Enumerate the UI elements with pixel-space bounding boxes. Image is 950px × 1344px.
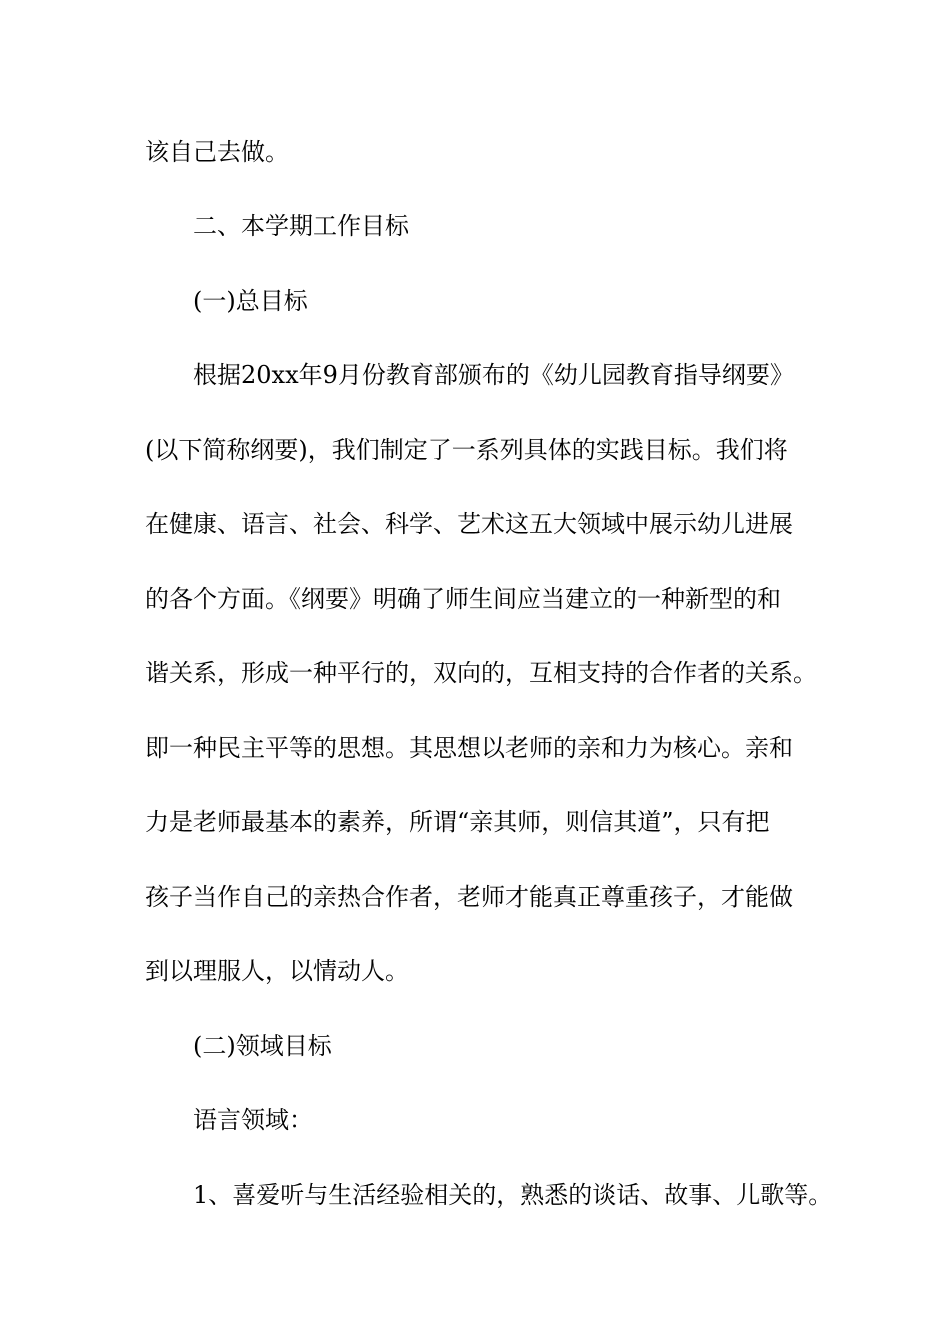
subheading-domain-goals: (二)领域目标	[193, 1032, 332, 1060]
paragraph-line-2: 根据20xx年9月份教育部颁布的《幼儿园教育指导纲要》	[193, 361, 794, 389]
paragraph-line-8: 力是老师最基本的素养，所谓“亲其师，则信其道”，只有把	[145, 808, 770, 836]
subheading-language-domain: 语言领域：	[193, 1106, 313, 1134]
paragraph-line-6: 谐关系，形成一种平行的，双向的，互相支持的合作者的关系。	[145, 659, 817, 687]
paragraph-line-10: 到以理服人，以情动人。	[145, 957, 409, 985]
list-item-1: 1、喜爱听与生活经验相关的，熟悉的谈话、故事、儿歌等。	[193, 1181, 833, 1209]
section-heading-goals: 二、本学期工作目标	[193, 212, 409, 240]
paragraph-line-7: 即一种民主平等的思想。其思想以老师的亲和力为核心。亲和	[145, 734, 793, 762]
paragraph-line-9: 孩子当作自己的亲热合作者，老师才能真正尊重孩子，才能做	[145, 883, 793, 911]
paragraph-line-4: 在健康、语言、社会、科学、艺术这五大领域中展示幼儿进展	[145, 510, 793, 538]
paragraph-line-3: (以下简称纲要)，我们制定了一系列具体的实践目标。我们将	[145, 436, 788, 464]
paragraph-line-5: 的各个方面。《纲要》明确了师生间应当建立的一种新型的和	[145, 585, 781, 613]
paragraph-line-1: 该自己去做。	[145, 138, 289, 166]
subheading-overall-goal: (一)总目标	[193, 287, 308, 315]
